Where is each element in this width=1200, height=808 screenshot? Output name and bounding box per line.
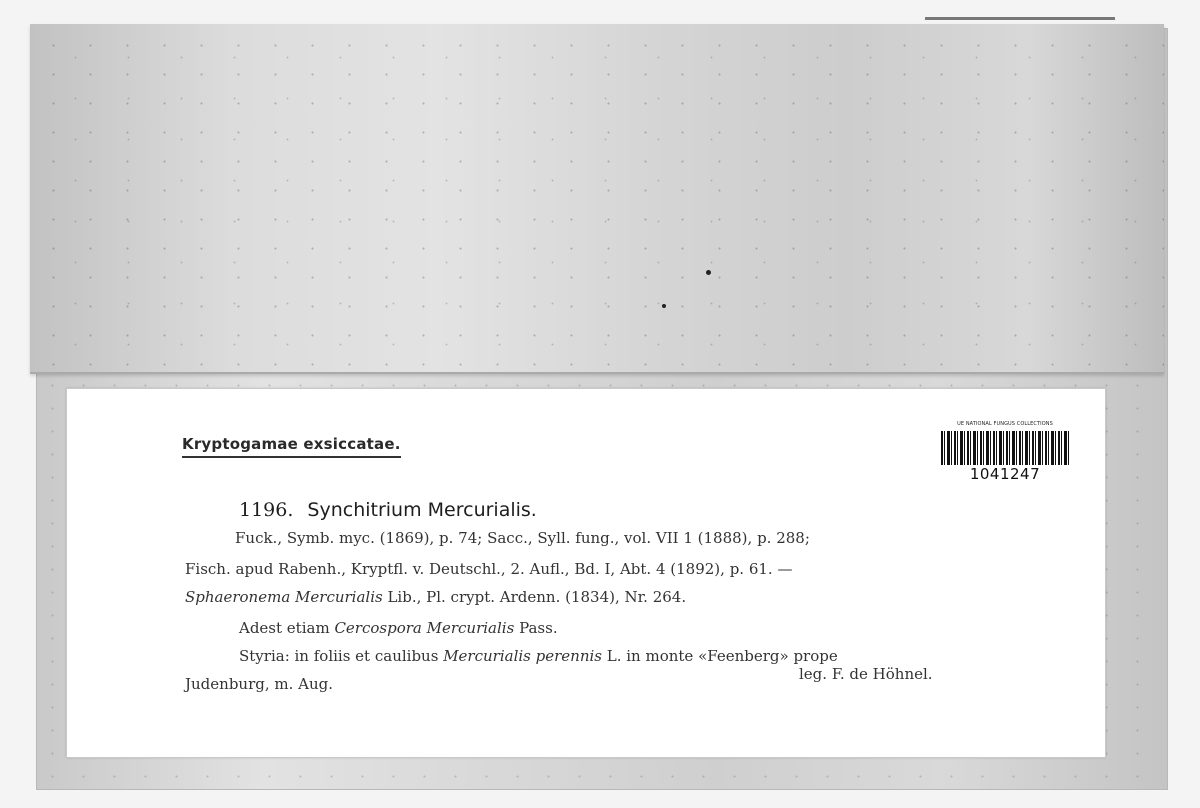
- note-species: Cercospora Mercurialis: [334, 619, 515, 637]
- entry-number: 1196.: [239, 499, 294, 521]
- locality-prefix: Styria: in foliis et caulibus: [239, 647, 444, 665]
- entry-title: [239, 499, 537, 521]
- note-prefix: Adest etiam: [239, 619, 335, 637]
- species-name: Synchitrium Mercurialis.: [307, 499, 537, 521]
- locality-line: [239, 647, 1049, 665]
- barcode-caption: UE NATIONAL FUNGUS COLLECTIONS: [957, 421, 1053, 427]
- specimen-spot: [662, 304, 666, 308]
- folded-paper-flap: [30, 24, 1164, 374]
- barcode-number: 1041247: [969, 465, 1041, 483]
- synonym-name: Sphaeronema Mercurialis: [185, 588, 383, 606]
- specimen-label: [66, 388, 1106, 758]
- collector: leg. F. de Höhnel.: [799, 665, 933, 683]
- synonym-line: [185, 588, 995, 606]
- note-suffix: Pass.: [514, 619, 558, 637]
- barcode-bars: [941, 431, 1069, 465]
- series-title: Kryptogamae exsiccatae.: [182, 435, 401, 458]
- citation-line: Fisch. apud Rabenh., Kryptfl. v. Deutschl., 2. Aufl., Bd. I, Abt. 4 (1892), p. 61. —: [185, 560, 793, 578]
- sheet-edge-mark: [925, 17, 1115, 20]
- locality-line-2: Judenburg, m. Aug.: [185, 675, 334, 693]
- barcode: [935, 421, 1075, 493]
- host-species: Mercurialis perennis: [443, 647, 602, 665]
- citation-line: Fuck., Symb. myc. (1869), p. 74; Sacc., Syll. fung., vol. VII 1 (1888), p. 288;: [235, 529, 810, 547]
- synonym-citation: Lib., Pl. crypt. Ardenn. (1834), Nr. 264.: [382, 588, 687, 606]
- specimen-spot: [706, 270, 711, 275]
- locality-suffix: L. in monte «Feenberg» prope: [601, 647, 838, 665]
- note-line: [239, 619, 1049, 637]
